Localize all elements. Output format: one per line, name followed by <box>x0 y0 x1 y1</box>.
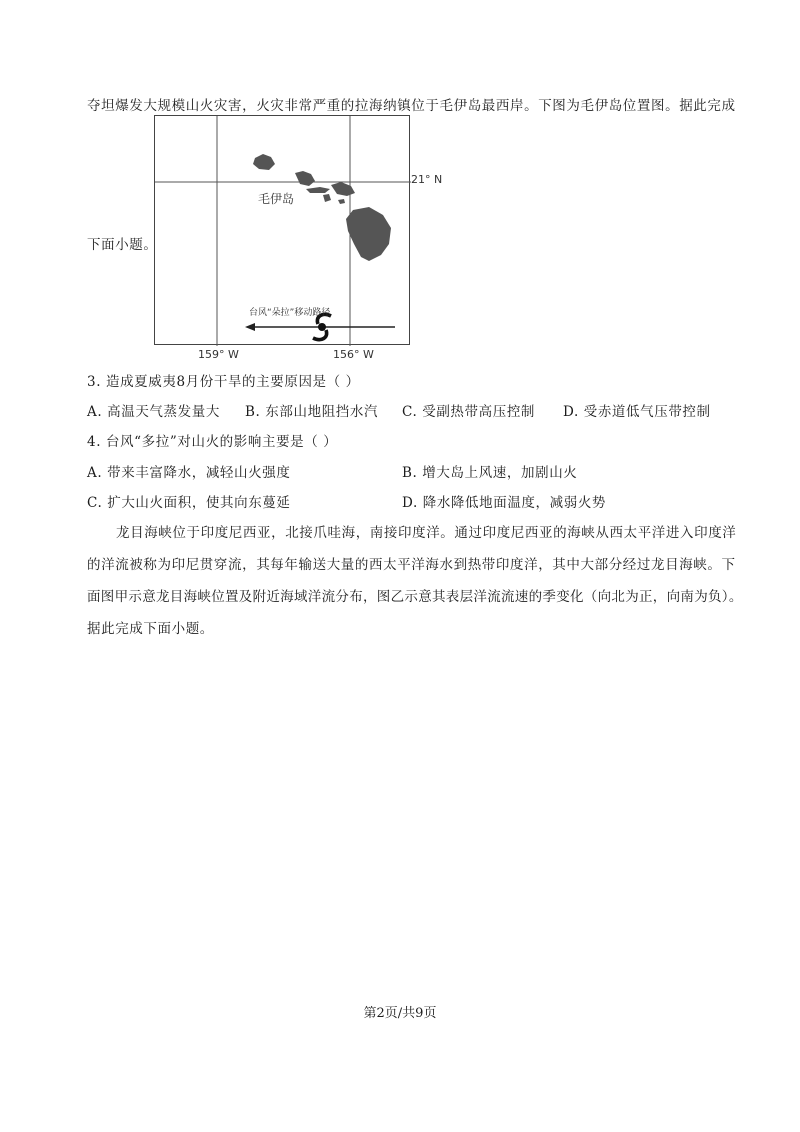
longitude-156w-label: 156° W <box>333 348 374 361</box>
typhoon-symbol-center <box>318 323 326 331</box>
maui-island-label: 毛伊岛 <box>258 192 295 206</box>
hawaii-big-island <box>346 207 391 261</box>
intro-line-1: 夺坦爆发大规模山火灾害，火灾非常严重的拉海纳镇位于毛伊岛最西岸。下图为毛伊岛位置图。据此完成 <box>87 98 736 114</box>
typhoon-track-arrowhead <box>245 323 255 331</box>
maui-island <box>331 182 355 196</box>
question-3-option-c: C. 受副热带高压控制 <box>402 404 536 420</box>
question-4-stem: 4. 台风“多拉”对山火的影响主要是（ ） <box>87 434 338 450</box>
lanai-island <box>323 194 331 202</box>
longitude-159w-label: 159° W <box>198 348 239 361</box>
oahu-island <box>295 171 315 186</box>
question-3-option-b: B. 东部山地阻挡水汽 <box>245 404 379 420</box>
kauai-island <box>253 154 275 170</box>
latitude-21n-label: 21° N <box>411 173 443 186</box>
kahoolawe-island <box>338 199 345 204</box>
question-3-stem: 3. 造成夏威夷8月份干旱的主要原因是（ ） <box>87 374 360 390</box>
intro-line-2: 下面小题。 <box>87 237 158 253</box>
molokai-island <box>306 187 330 193</box>
passage-line-1: 龙目海峡位于印度尼西亚，北接爪哇海，南接印度洋。通过印度尼西亚的海峡从西太平洋进入印度洋 <box>116 525 737 541</box>
question-4-option-b: B. 增大岛上风速，加剧山火 <box>402 465 578 481</box>
maui-location-map <box>154 115 410 345</box>
passage-line-2: 的洋流被称为印尼贯穿流，其每年输送大量的西太平洋海水到热带印度洋，其中大部分经过龙目海峡。下 <box>87 557 736 573</box>
question-3-option-a: A. 高温天气蒸发量大 <box>87 404 220 420</box>
page-number: 第2页/共9页 <box>363 1006 437 1021</box>
question-4-option-c: C. 扩大山火面积，使其向东蔓延 <box>87 495 291 511</box>
question-4-option-d: D. 降水降低地面温度，减弱火势 <box>402 495 607 511</box>
typhoon-symbol-arm-bottom <box>313 330 327 340</box>
question-3-option-d: D. 受赤道低气压带控制 <box>563 404 711 420</box>
passage-line-4: 据此完成下面小题。 <box>87 621 214 637</box>
typhoon-track-label: 台风“朵拉”移动路径 <box>249 308 331 318</box>
passage-line-3: 面图甲示意龙目海峡位置及附近海域洋流分布，图乙示意其表层洋流流速的季变化（向北为正，向南为负）。 <box>87 589 743 605</box>
question-4-option-a: A. 带来丰富降水，减轻山火强度 <box>87 465 291 481</box>
